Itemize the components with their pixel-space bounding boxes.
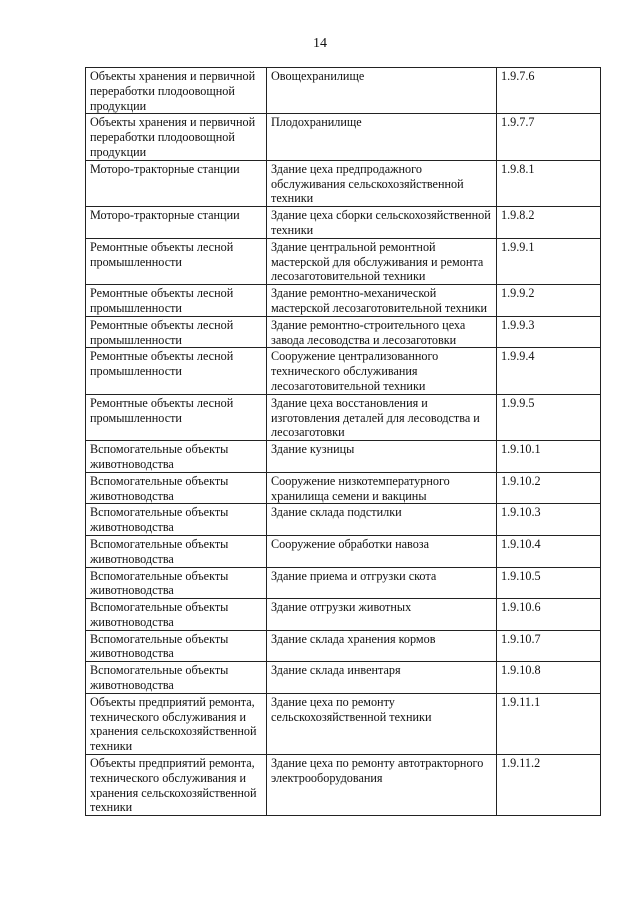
table-row: [86, 662, 601, 694]
category-cell: Объекты хранения и первичной переработки плодоовощной продукции: [86, 114, 267, 160]
code-cell: 1.9.11.1: [497, 693, 601, 754]
table-row: [86, 68, 601, 114]
category-cell: Ремонтные объекты лесной промышленности: [86, 285, 267, 317]
code-cell: 1.9.9.4: [497, 348, 601, 394]
category-cell: Вспомогательные объекты животноводства: [86, 472, 267, 504]
table-row: [86, 238, 601, 284]
category-cell: Ремонтные объекты лесной промышленности: [86, 316, 267, 348]
category-cell: Вспомогательные объекты животноводства: [86, 599, 267, 631]
facility-cell: Здание кузницы: [267, 441, 497, 473]
facility-cell: Здание склада инвентаря: [267, 662, 497, 694]
code-cell: 1.9.9.1: [497, 238, 601, 284]
facility-cell: Здание цеха по ремонту сельскохозяйственной техники: [267, 693, 497, 754]
table-row: [86, 472, 601, 504]
facility-cell: Здание центральной ремонтной мастерской для обслуживания и ремонта лесозаготовительной техники: [267, 238, 497, 284]
facility-cell: Сооружение обработки навоза: [267, 535, 497, 567]
facility-cell: Здание ремонтно-строительного цеха завода лесоводства и лесозаготовки: [267, 316, 497, 348]
code-cell: 1.9.10.8: [497, 662, 601, 694]
facility-cell: Сооружение низкотемпературного хранилища семени и вакцины: [267, 472, 497, 504]
facility-cell: Плодохранилище: [267, 114, 497, 160]
facility-cell: Здание цеха сборки сельскохозяйственной техники: [267, 207, 497, 239]
code-cell: 1.9.10.7: [497, 630, 601, 662]
category-cell: Моторо-тракторные станции: [86, 160, 267, 206]
table-row: [86, 755, 601, 816]
code-cell: 1.9.10.4: [497, 535, 601, 567]
category-cell: Объекты предприятий ремонта, технического обслуживания и хранения сельскохозяйственной техники: [86, 693, 267, 754]
facility-classification-table: [85, 67, 601, 816]
category-cell: Вспомогательные объекты животноводства: [86, 504, 267, 536]
table-body: [86, 68, 601, 816]
facility-cell: Здание склада хранения кормов: [267, 630, 497, 662]
category-cell: Ремонтные объекты лесной промышленности: [86, 348, 267, 394]
table-row: [86, 535, 601, 567]
category-cell: Вспомогательные объекты животноводства: [86, 441, 267, 473]
category-cell: Моторо-тракторные станции: [86, 207, 267, 239]
facility-cell: Сооружение централизованного технического обслуживания лесозаготовительной техники: [267, 348, 497, 394]
code-cell: 1.9.10.6: [497, 599, 601, 631]
category-cell: Вспомогательные объекты животноводства: [86, 535, 267, 567]
category-cell: Ремонтные объекты лесной промышленности: [86, 238, 267, 284]
facility-cell: Здание цеха по ремонту автотракторного электрооборудования: [267, 755, 497, 816]
category-cell: Вспомогательные объекты животноводства: [86, 662, 267, 694]
code-cell: 1.9.7.7: [497, 114, 601, 160]
page-number: 14: [313, 36, 327, 51]
facility-cell: Здание цеха предпродажного обслуживания сельскохозяйственной техники: [267, 160, 497, 206]
facility-cell: Здание склада подстилки: [267, 504, 497, 536]
code-cell: 1.9.10.5: [497, 567, 601, 599]
table-row: [86, 348, 601, 394]
facility-cell: Здание цеха восстановления и изготовления деталей для лесоводства и лесозаготовки: [267, 394, 497, 440]
code-cell: 1.9.7.6: [497, 68, 601, 114]
category-cell: Объекты хранения и первичной переработки плодоовощной продукции: [86, 68, 267, 114]
facility-cell: Овощехранилище: [267, 68, 497, 114]
table-row: [86, 316, 601, 348]
code-cell: 1.9.10.2: [497, 472, 601, 504]
code-cell: 1.9.10.3: [497, 504, 601, 536]
table-row: [86, 630, 601, 662]
facility-cell: Здание ремонтно-механической мастерской лесозаготовительной техники: [267, 285, 497, 317]
code-cell: 1.9.10.1: [497, 441, 601, 473]
code-cell: 1.9.8.2: [497, 207, 601, 239]
table-row: [86, 504, 601, 536]
table-row: [86, 114, 601, 160]
table-row: [86, 599, 601, 631]
code-cell: 1.9.9.2: [497, 285, 601, 317]
category-cell: Объекты предприятий ремонта, технического обслуживания и хранения сельскохозяйственной техники: [86, 755, 267, 816]
table-row: [86, 207, 601, 239]
code-cell: 1.9.8.1: [497, 160, 601, 206]
table-row: [86, 567, 601, 599]
table-row: [86, 285, 601, 317]
code-cell: 1.9.11.2: [497, 755, 601, 816]
facility-cell: Здание отгрузки животных: [267, 599, 497, 631]
table-row: [86, 160, 601, 206]
code-cell: 1.9.9.5: [497, 394, 601, 440]
table-row: [86, 693, 601, 754]
table-row: [86, 441, 601, 473]
code-cell: 1.9.9.3: [497, 316, 601, 348]
facility-cell: Здание приема и отгрузки скота: [267, 567, 497, 599]
category-cell: Ремонтные объекты лесной промышленности: [86, 394, 267, 440]
table-row: [86, 394, 601, 440]
category-cell: Вспомогательные объекты животноводства: [86, 630, 267, 662]
category-cell: Вспомогательные объекты животноводства: [86, 567, 267, 599]
